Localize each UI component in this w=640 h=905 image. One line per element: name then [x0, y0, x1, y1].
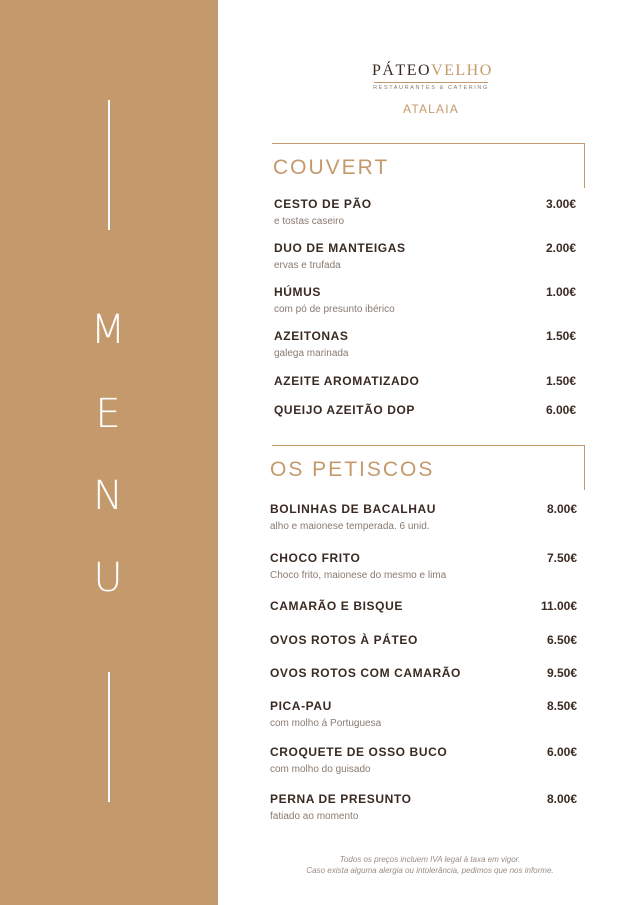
- brand-subtitle: RESTAURANTES & CATERING: [373, 85, 489, 91]
- item-desc: Choco frito, maionese do mesmo e lima: [270, 570, 447, 581]
- item-desc: com molho á Portuguesa: [270, 718, 382, 729]
- item-price: 9.50€: [546, 666, 577, 680]
- item-name: AZEITONAS: [274, 329, 349, 343]
- brand-name: [372, 62, 493, 80]
- item-name: CHOCO FRITO: [270, 551, 361, 565]
- item-desc: com pó de presunto ibérico: [274, 304, 395, 315]
- sidebar-letter-e: E: [95, 391, 123, 437]
- item-price: 3.00€: [545, 197, 576, 211]
- item-price: 1.50€: [545, 329, 576, 343]
- footnote-vat: Todos os preços incluem IVA legal à taxa em vigor.: [339, 855, 521, 864]
- item-name: CAMARÃO E BISQUE: [270, 599, 403, 613]
- sidebar-letter-m: M: [90, 307, 128, 353]
- item-desc: fatiado ao momento: [270, 811, 359, 822]
- item-price: 2.00€: [545, 241, 576, 255]
- section-title-couvert: COUVERT: [273, 156, 390, 179]
- footnote-allergy: Caso exista alguma alergia ou intolerância, pedimos que nos informe.: [306, 866, 554, 875]
- item-price: 8.50€: [546, 699, 577, 713]
- section-couvert-corner: [584, 143, 585, 188]
- menu-sidebar: [0, 0, 218, 905]
- item-name: QUEIJO AZEITÃO DOP: [274, 403, 416, 417]
- item-price: 1.50€: [545, 374, 576, 388]
- item-name: BOLINHAS DE BACALHAU: [270, 502, 436, 516]
- footnote: [260, 854, 600, 876]
- location-label: ATALAIA: [403, 102, 459, 116]
- item-name: OVOS ROTOS À PÁTEO: [270, 633, 418, 647]
- sidebar-letter-n: N: [93, 473, 125, 519]
- item-name: HÚMUS: [274, 285, 321, 299]
- item-desc: alho e maionese temperada. 6 unid.: [270, 521, 430, 532]
- item-name: AZEITE AROMATIZADO: [274, 374, 420, 388]
- item-name: PICA-PAU: [270, 699, 332, 713]
- item-price: 8.00€: [546, 792, 577, 806]
- item-name: OVOS ROTOS COM CAMARÃO: [270, 666, 461, 680]
- item-desc: com molho do guisado: [270, 764, 371, 775]
- sidebar-bottom-line: [108, 672, 110, 802]
- item-name: PERNA DE PRESUNTO: [270, 792, 412, 806]
- section-couvert-rule: [272, 143, 585, 144]
- brand-name-part1: PÁTEO: [372, 62, 432, 79]
- item-price: 8.00€: [546, 502, 577, 516]
- item-name: CROQUETE DE OSSO BUCO: [270, 745, 448, 759]
- item-price: 11.00€: [540, 599, 577, 613]
- item-price: 6.00€: [546, 745, 577, 759]
- item-price: 6.00€: [545, 403, 576, 417]
- item-name: CESTO DE PÃO: [274, 197, 372, 211]
- section-petiscos-corner: [584, 445, 585, 490]
- item-price: 6.50€: [546, 633, 577, 647]
- brand-logo: [372, 62, 493, 91]
- item-desc: e tostas caseiro: [274, 216, 345, 227]
- section-title-petiscos: OS PETISCOS: [270, 458, 435, 481]
- item-name: DUO DE MANTEIGAS: [274, 241, 406, 255]
- sidebar-letter-u: U: [93, 555, 125, 601]
- brand-name-part2: VELHO: [431, 62, 493, 79]
- item-price: 7.50€: [546, 551, 577, 565]
- brand-rule: [374, 82, 488, 83]
- section-petiscos-rule: [272, 445, 585, 446]
- sidebar-top-line: [108, 100, 110, 230]
- item-desc: galega marinada: [274, 348, 349, 359]
- item-desc: ervas e trufada: [274, 260, 341, 271]
- item-price: 1.00€: [545, 285, 576, 299]
